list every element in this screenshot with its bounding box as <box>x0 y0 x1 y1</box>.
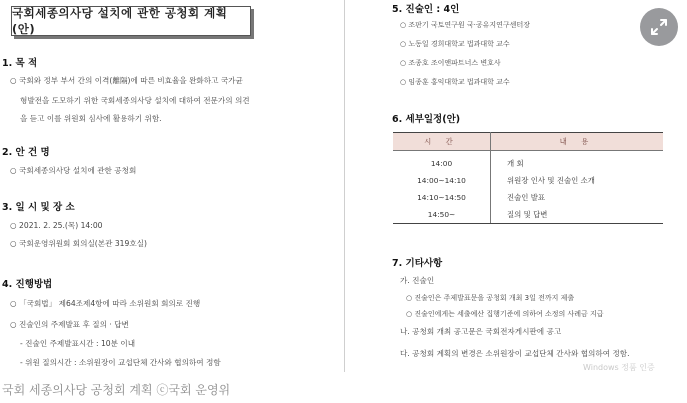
section-4-heading: 4. 진행방법 <box>2 279 53 290</box>
section-3-heading: 3. 일 시 및 장 소 <box>2 202 75 213</box>
section-4-line-3: - 진술인 주제발표시간 : 10분 이내 <box>20 339 136 348</box>
section-1-line-3: 을 듣고 이를 위원회 심사에 활용하기 위함. <box>20 114 162 123</box>
section-4-line-1: ○ 「국회법」 제64조제4항에 따라 소위원회 회의로 진행 <box>10 299 201 308</box>
image-caption: 국회 세종의사당 공청회 계획 ⓒ국회 운영위 <box>2 383 231 397</box>
section-3-line-1: ○ 2021. 2. 25.(목) 14:00 <box>10 221 103 230</box>
table-row <box>393 172 663 189</box>
section-7-item-b: 나. 공청회 개최 공고문은 국회전자게시판에 공고 <box>400 327 562 336</box>
section-2-line: ○ 국회세종의사당 설치에 관한 공청회 <box>10 166 137 175</box>
table-row <box>393 206 663 224</box>
statement-person-2: ○ 노동일 경희대학교 법과대학 교수 <box>400 40 510 48</box>
section-5-heading: 5. 진술인 : 4인 <box>392 4 460 15</box>
schedule-content: 진술인 발표 <box>507 193 546 202</box>
section-1-heading: 1. 목 적 <box>2 58 38 69</box>
schedule-col-content: 내 용 <box>491 133 664 151</box>
right-document-page <box>345 0 687 372</box>
section-6-heading: 6. 세부일정(안) <box>392 114 461 125</box>
section-1-line-1: ○ 국회와 정부 부서 간의 이격(離隔)에 따른 비효율을 완화하고 국가균 <box>10 76 243 85</box>
schedule-table <box>393 132 663 224</box>
schedule-time: 14:00~14:10 <box>393 172 491 189</box>
table-row <box>393 151 663 173</box>
statement-person-4: ○ 임종훈 홍익대학교 법과대학 교수 <box>400 78 510 86</box>
section-7-item-a1: ○ 진술인은 주제발표문을 공청회 개최 3일 전까지 제출 <box>406 294 575 302</box>
schedule-content: 개 회 <box>507 159 524 168</box>
statement-person-3: ○ 조종호 조이앤파트너스 변호사 <box>400 59 501 67</box>
left-document-page <box>0 0 345 372</box>
expand-arrows-icon <box>648 16 670 38</box>
section-7-heading: 7. 기타사항 <box>392 258 443 269</box>
schedule-time: 14:00 <box>393 151 491 173</box>
section-4-line-2: ○ 진술인의 주제발표 후 질의 · 답변 <box>10 320 129 329</box>
section-7-item-a2: ○ 진술인에게는 세출예산 집행기준에 의하여 소정의 사례금 지급 <box>406 310 604 318</box>
expand-button[interactable] <box>640 8 678 46</box>
statement-person-1: ○ 조판기 국토연구원 국·공유지연구센터장 <box>400 21 530 29</box>
document-title: 국회세종의사당 설치에 관한 공청회 계획(안) <box>11 6 251 36</box>
schedule-content: 질의 및 답변 <box>491 206 664 224</box>
section-1-line-2: 형발전을 도모하기 위한 국회세종의사당 설치에 대하여 전문가의 의견 <box>20 96 250 105</box>
section-7-item-c: 다. 공청회 계획의 변경은 소위원장이 교섭단체 간사와 협의하여 정함. <box>400 349 630 358</box>
table-row <box>393 189 663 206</box>
section-4-line-4: - 위원 질의시간 : 소위원장이 교섭단체 간사와 협의하여 정함 <box>20 358 221 367</box>
schedule-header-row <box>393 133 663 151</box>
section-2-heading: 2. 안 건 명 <box>2 147 50 158</box>
section-3-line-2: ○ 국회운영위원회 회의실(본관 319호실) <box>10 239 147 248</box>
schedule-time: 14:50~ <box>393 206 491 224</box>
schedule-col-time: 시 간 <box>393 133 491 151</box>
section-7-item-a: 가. 진술인 <box>400 276 435 285</box>
schedule-time: 14:10~14:50 <box>393 189 491 206</box>
windows-activation-watermark: Windows 정품 인증 <box>583 363 655 372</box>
schedule-content: 위원장 인사 및 진술인 소개 <box>507 176 595 185</box>
